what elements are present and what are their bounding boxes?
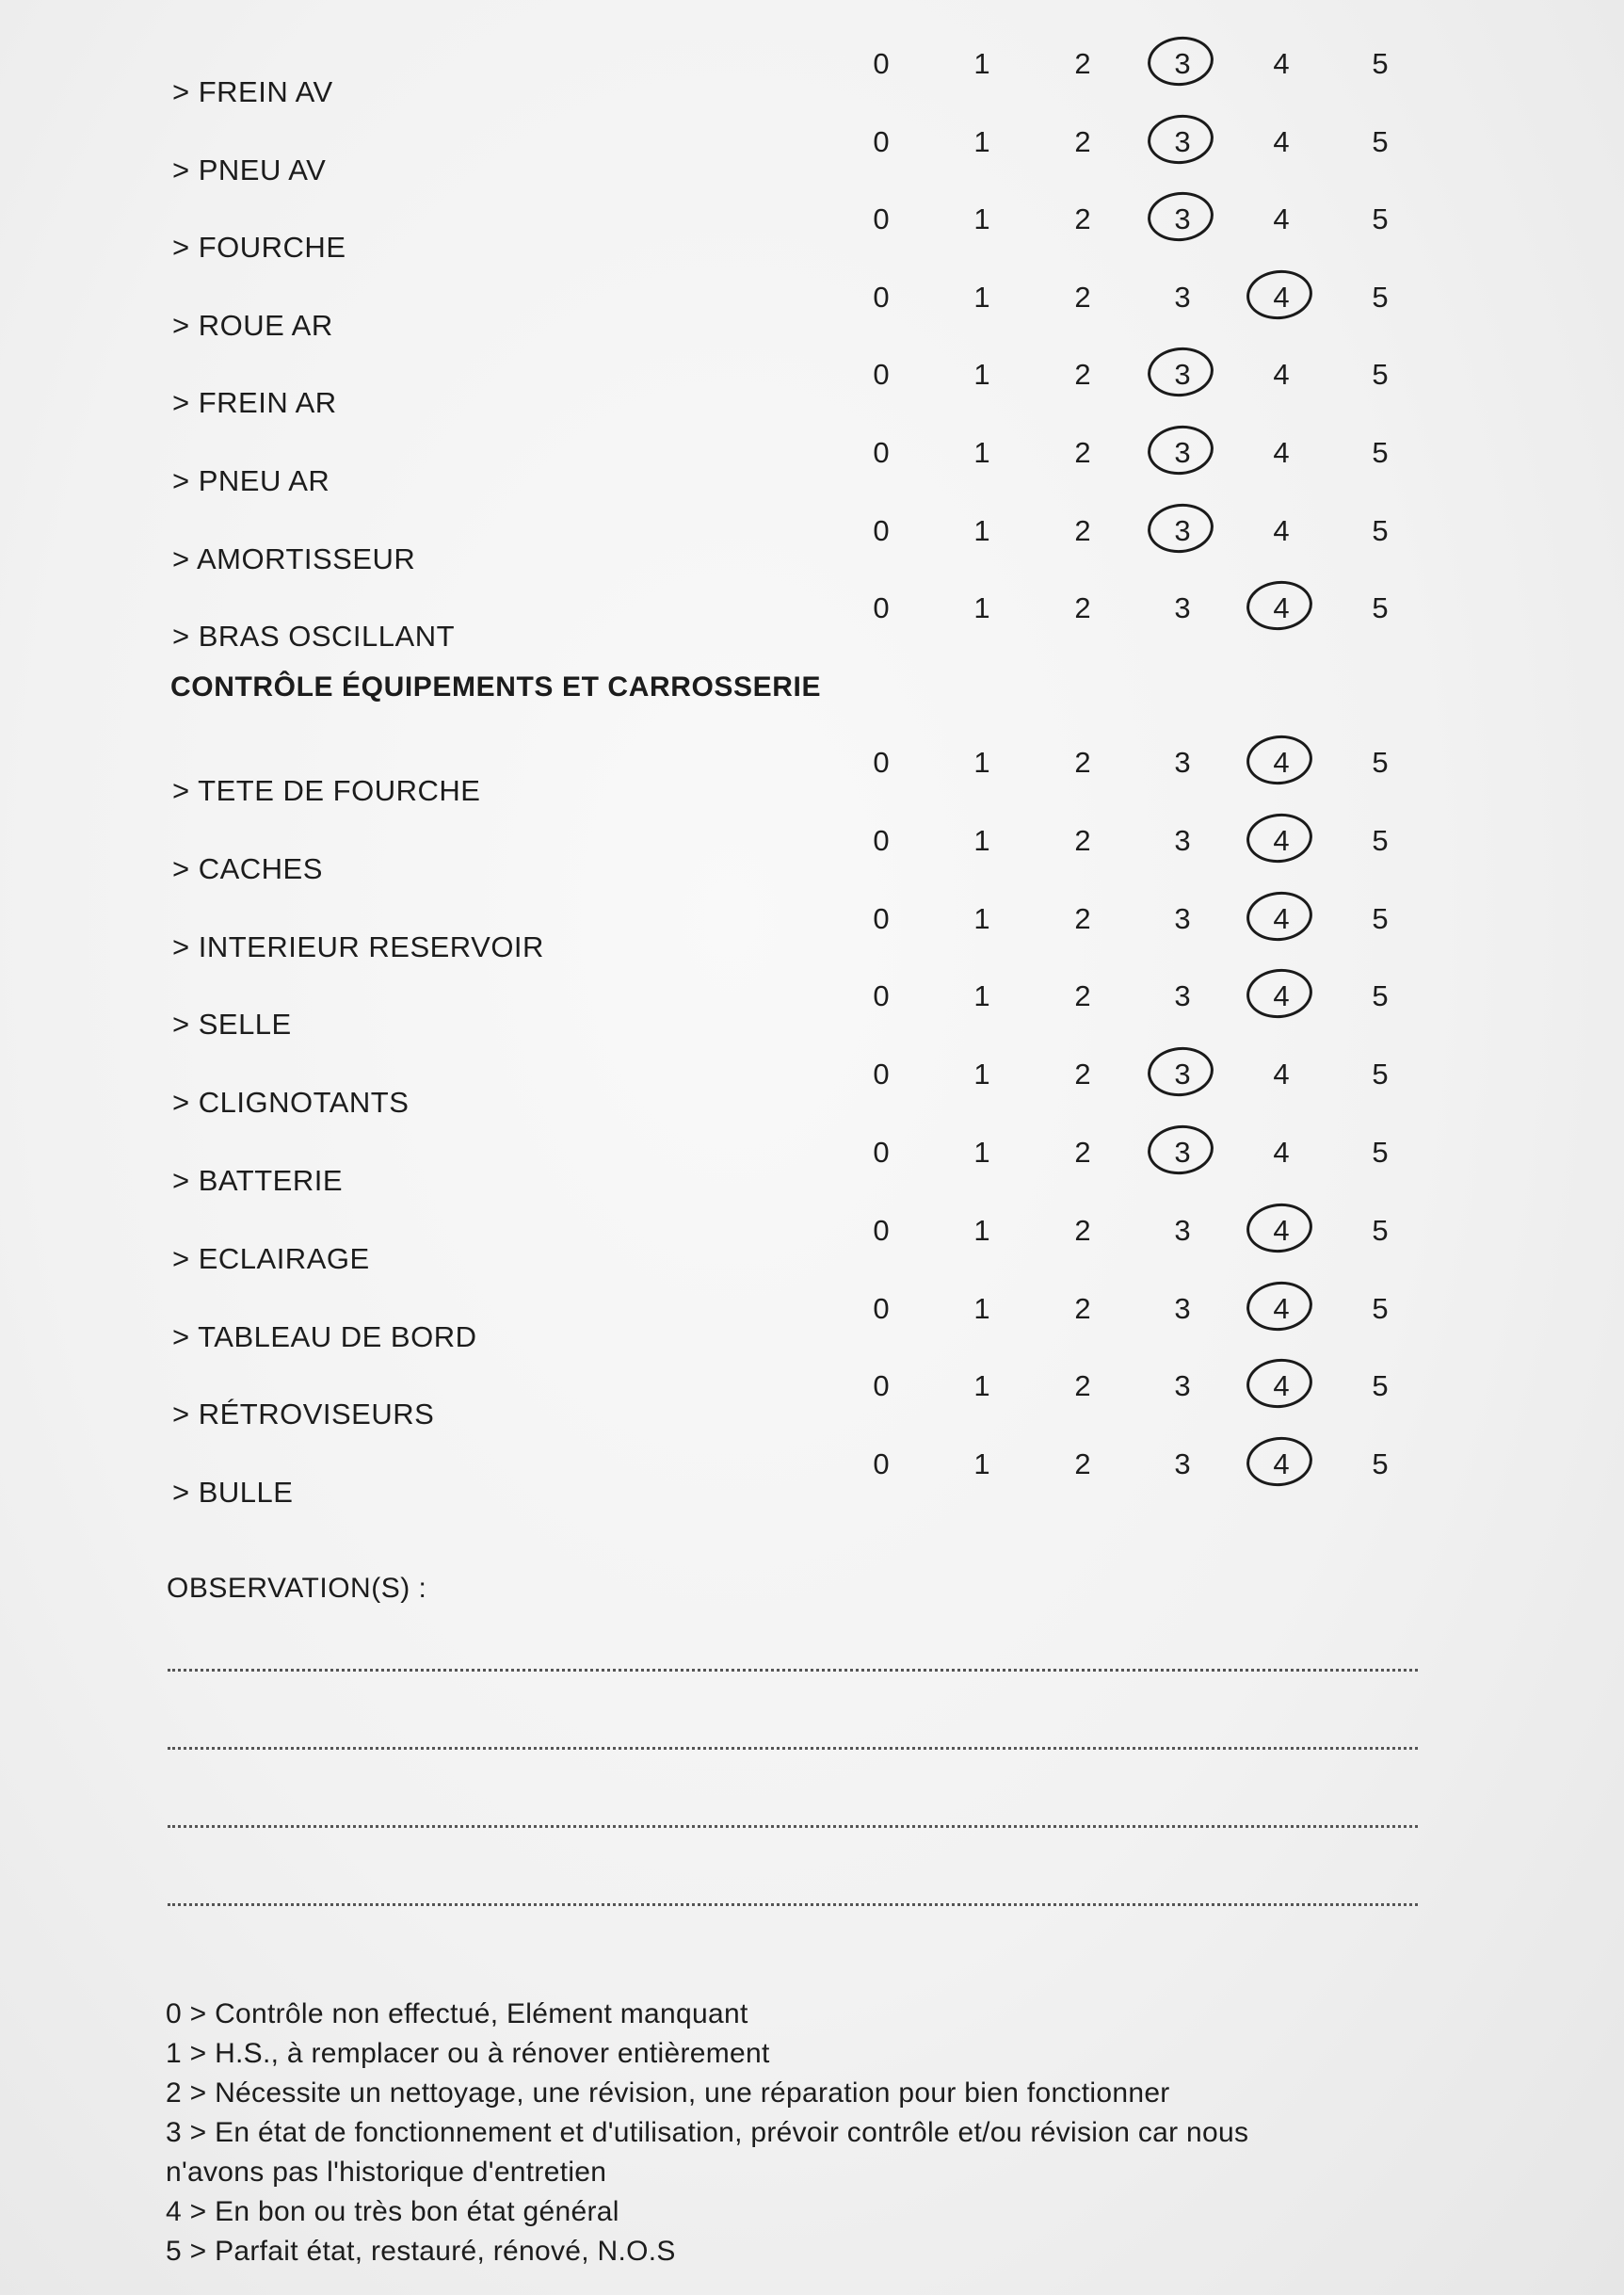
row-label: > ROUE AR xyxy=(172,308,333,342)
score-option[interactable]: 1 xyxy=(973,513,990,547)
score-option[interactable]: 5 xyxy=(1372,1369,1389,1403)
row-label: > FREIN AV xyxy=(172,75,333,108)
row-label: > ECLAIRAGE xyxy=(172,1241,370,1275)
score-option-selected[interactable]: 3 xyxy=(1145,512,1220,550)
observations-title: OBSERVATION(S) : xyxy=(167,1573,427,1604)
score-option-selected[interactable]: 4 xyxy=(1244,744,1319,782)
checklist-row xyxy=(0,822,1624,885)
score-option[interactable]: 2 xyxy=(1074,280,1091,314)
score-option[interactable]: 3 xyxy=(1174,1369,1191,1403)
legend-line: 4 > En bon ou très bon état général xyxy=(166,2196,619,2227)
score-option[interactable]: 2 xyxy=(1074,1136,1091,1169)
score-option[interactable]: 4 xyxy=(1273,1058,1290,1091)
row-label: > PNEU AV xyxy=(172,153,327,186)
row-label: > TETE DE FOURCHE xyxy=(172,774,481,807)
score-option[interactable]: 1 xyxy=(973,47,990,80)
score-option[interactable]: 1 xyxy=(973,358,990,392)
checklist-row xyxy=(0,45,1624,108)
score-option[interactable]: 3 xyxy=(1174,823,1191,857)
score-option[interactable]: 0 xyxy=(873,901,890,935)
score-option[interactable]: 3 xyxy=(1174,591,1191,625)
score-option[interactable]: 0 xyxy=(873,1447,890,1481)
score-option[interactable]: 2 xyxy=(1074,47,1091,80)
observation-line xyxy=(168,1669,1418,1672)
score-option[interactable]: 0 xyxy=(873,280,890,314)
score-option[interactable]: 5 xyxy=(1372,823,1389,857)
score-option[interactable]: 3 xyxy=(1174,1213,1191,1247)
legend-line: 0 > Contrôle non effectué, Elément manquant xyxy=(166,1998,748,2029)
checklist-row xyxy=(0,1446,1624,1510)
score-option[interactable]: 0 xyxy=(873,1136,890,1169)
checklist-row xyxy=(0,744,1624,807)
score-option[interactable]: 5 xyxy=(1372,591,1389,625)
row-label: > CLIGNOTANTS xyxy=(172,1086,410,1120)
score-option[interactable]: 1 xyxy=(973,823,990,857)
score-option[interactable]: 5 xyxy=(1372,1136,1389,1169)
checklist-row xyxy=(0,201,1624,265)
score-option[interactable]: 4 xyxy=(1273,513,1290,547)
score-option[interactable]: 2 xyxy=(1074,1447,1091,1481)
legend-line: 3 > En état de fonctionnement et d'utilisation, prévoir contrôle et/ou révision car nous xyxy=(166,2117,1249,2148)
section-title: CONTRÔLE ÉQUIPEMENTS ET CARROSSERIE xyxy=(170,671,822,703)
score-option[interactable]: 1 xyxy=(973,1291,990,1325)
score-option[interactable]: 2 xyxy=(1074,901,1091,935)
checklist-row xyxy=(0,1367,1624,1431)
row-label: > TABLEAU DE BORD xyxy=(172,1319,477,1353)
score-option[interactable]: 2 xyxy=(1074,1291,1091,1325)
score-option[interactable]: 0 xyxy=(873,746,890,779)
legend-line: 5 > Parfait état, restauré, rénové, N.O.S xyxy=(166,2236,676,2267)
score-option[interactable]: 1 xyxy=(973,746,990,779)
checklist-row xyxy=(0,978,1624,1042)
score-option[interactable]: 1 xyxy=(973,1369,990,1403)
score-option[interactable]: 3 xyxy=(1174,1447,1191,1481)
score-option[interactable]: 1 xyxy=(973,124,990,158)
score-option[interactable]: 5 xyxy=(1372,280,1389,314)
score-option[interactable]: 0 xyxy=(873,202,890,236)
score-option-selected[interactable]: 4 xyxy=(1244,978,1319,1015)
score-option[interactable]: 2 xyxy=(1074,124,1091,158)
score-option[interactable]: 0 xyxy=(873,979,890,1013)
score-option[interactable]: 1 xyxy=(973,1136,990,1169)
score-option[interactable]: 5 xyxy=(1372,979,1389,1013)
checklist-row xyxy=(0,279,1624,342)
checklist-row xyxy=(0,1134,1624,1197)
score-option[interactable]: 0 xyxy=(873,1213,890,1247)
checklist-row xyxy=(0,1212,1624,1275)
score-option[interactable]: 2 xyxy=(1074,1213,1091,1247)
row-label: > AMORTISSEUR xyxy=(172,541,416,575)
score-option[interactable]: 5 xyxy=(1372,358,1389,392)
score-option[interactable]: 1 xyxy=(973,591,990,625)
score-option[interactable]: 2 xyxy=(1074,823,1091,857)
score-option[interactable]: 2 xyxy=(1074,1369,1091,1403)
score-option[interactable]: 3 xyxy=(1174,280,1191,314)
score-option[interactable]: 5 xyxy=(1372,202,1389,236)
row-label: > FREIN AR xyxy=(172,386,337,420)
score-option[interactable]: 5 xyxy=(1372,47,1389,80)
score-option-selected[interactable]: 4 xyxy=(1244,900,1319,938)
checklist-row xyxy=(0,590,1624,654)
score-option[interactable]: 0 xyxy=(873,823,890,857)
score-option[interactable]: 2 xyxy=(1074,746,1091,779)
score-option[interactable]: 4 xyxy=(1273,1136,1290,1169)
score-option[interactable]: 3 xyxy=(1174,746,1191,779)
score-option[interactable]: 4 xyxy=(1273,47,1290,80)
observation-line xyxy=(168,1825,1418,1828)
score-option[interactable]: 2 xyxy=(1074,1058,1091,1091)
score-option[interactable]: 4 xyxy=(1273,202,1290,236)
score-option[interactable]: 0 xyxy=(873,591,890,625)
score-option[interactable]: 5 xyxy=(1372,124,1389,158)
score-option[interactable]: 1 xyxy=(973,979,990,1013)
score-option-selected[interactable]: 3 xyxy=(1145,201,1220,238)
checklist-row xyxy=(0,123,1624,186)
score-option[interactable]: 1 xyxy=(973,202,990,236)
score-option[interactable]: 1 xyxy=(973,1058,990,1091)
score-option[interactable]: 3 xyxy=(1174,901,1191,935)
checklist-row xyxy=(0,900,1624,963)
score-option[interactable]: 5 xyxy=(1372,746,1389,779)
score-option-selected[interactable]: 4 xyxy=(1244,1446,1319,1483)
score-option-selected[interactable]: 4 xyxy=(1244,1367,1319,1405)
legend-line: n'avons pas l'historique d'entretien xyxy=(166,2157,607,2188)
score-option[interactable]: 5 xyxy=(1372,901,1389,935)
score-option[interactable]: 3 xyxy=(1174,979,1191,1013)
score-option-selected[interactable]: 3 xyxy=(1145,356,1220,394)
row-label: > BATTERIE xyxy=(172,1164,343,1197)
score-option[interactable]: 5 xyxy=(1372,513,1389,547)
checklist-row xyxy=(0,1056,1624,1120)
checklist-row xyxy=(0,356,1624,420)
score-option-selected[interactable]: 3 xyxy=(1145,123,1220,161)
score-option[interactable]: 2 xyxy=(1074,358,1091,392)
score-option[interactable]: 2 xyxy=(1074,591,1091,625)
checklist-row xyxy=(0,512,1624,575)
score-option[interactable]: 2 xyxy=(1074,979,1091,1013)
score-option[interactable]: 5 xyxy=(1372,1213,1389,1247)
score-option[interactable]: 1 xyxy=(973,1213,990,1247)
row-label: > BULLE xyxy=(172,1476,294,1510)
row-label: > INTERIEUR RESERVOIR xyxy=(172,929,544,963)
checklist-row xyxy=(0,1290,1624,1353)
score-option[interactable]: 2 xyxy=(1074,202,1091,236)
score-option[interactable]: 0 xyxy=(873,1291,890,1325)
observation-line xyxy=(168,1747,1418,1750)
score-option[interactable]: 2 xyxy=(1074,513,1091,547)
score-option-selected[interactable]: 4 xyxy=(1244,822,1319,860)
score-option[interactable]: 4 xyxy=(1273,124,1290,158)
row-label: > BRAS OSCILLANT xyxy=(172,620,456,654)
row-label: > RÉTROVISEURS xyxy=(172,1398,435,1431)
observation-line xyxy=(168,1903,1418,1906)
score-option[interactable]: 0 xyxy=(873,436,890,469)
score-option[interactable]: 4 xyxy=(1273,358,1290,392)
score-option-selected[interactable]: 4 xyxy=(1244,590,1319,627)
row-label: > PNEU AR xyxy=(172,464,330,497)
score-option[interactable]: 5 xyxy=(1372,1058,1389,1091)
score-option-selected[interactable]: 3 xyxy=(1145,434,1220,472)
score-option[interactable]: 2 xyxy=(1074,436,1091,469)
score-option[interactable]: 5 xyxy=(1372,1291,1389,1325)
row-label: > CACHES xyxy=(172,851,323,885)
score-option[interactable]: 1 xyxy=(973,1447,990,1481)
score-option[interactable]: 1 xyxy=(973,280,990,314)
legend-line: 1 > H.S., à remplacer ou à rénover entièrement xyxy=(166,2038,770,2069)
score-option[interactable]: 5 xyxy=(1372,436,1389,469)
score-option[interactable]: 0 xyxy=(873,358,890,392)
row-label: > SELLE xyxy=(172,1008,292,1042)
score-option[interactable]: 0 xyxy=(873,124,890,158)
score-option-selected[interactable]: 4 xyxy=(1244,279,1319,316)
score-option-selected[interactable]: 4 xyxy=(1244,1290,1319,1328)
score-option[interactable]: 0 xyxy=(873,47,890,80)
score-option-selected[interactable]: 3 xyxy=(1145,1056,1220,1093)
legend-line: 2 > Nécessite un nettoyage, une révision, une réparation pour bien fonctionner xyxy=(166,2077,1170,2109)
score-option[interactable]: 1 xyxy=(973,901,990,935)
score-option[interactable]: 1 xyxy=(973,436,990,469)
checklist-row xyxy=(0,434,1624,497)
score-option-selected[interactable]: 3 xyxy=(1145,45,1220,83)
score-option-selected[interactable]: 4 xyxy=(1244,1212,1319,1250)
score-option[interactable]: 0 xyxy=(873,1058,890,1091)
score-option[interactable]: 0 xyxy=(873,513,890,547)
row-label: > FOURCHE xyxy=(172,231,346,265)
score-option[interactable]: 4 xyxy=(1273,436,1290,469)
score-option[interactable]: 0 xyxy=(873,1369,890,1403)
score-option[interactable]: 3 xyxy=(1174,1291,1191,1325)
score-option[interactable]: 5 xyxy=(1372,1447,1389,1481)
score-option-selected[interactable]: 3 xyxy=(1145,1134,1220,1172)
